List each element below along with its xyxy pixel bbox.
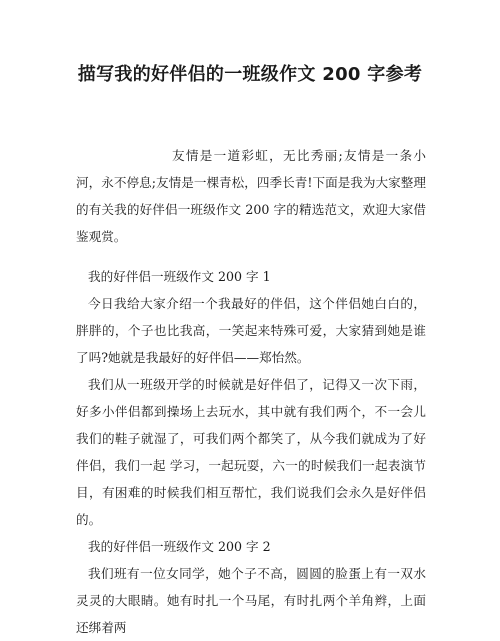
paragraph-2: 我们从一班级开学的时候就是好伴侣了，记得又一次下雨，好多小伴侣都到操场上去玩水，其中就有我们两个，不一会儿我们的鞋子就湿了，可我们两个都笑了，从今我们就成为了好伴侣，我们一起 学习，一起玩耍，六一的时候我们一起表演节目，有困难的时候我们相互帮忙，我们说我们会永久是好伴侣的。	[76, 377, 426, 527]
section-heading-1: 我的好伴侣一班级作文 200 字 1	[88, 269, 271, 284]
section-heading-2: 我的好伴侣一班级作文 200 字 2	[88, 539, 271, 554]
paragraph-3: 我们班有一位女同学，她个子不高，圆圆的脸蛋上有一双水灵灵的大眼睛。她有时扎一个马尾，有时扎两个羊角辫，上面还绑着两	[76, 566, 426, 635]
document-body	[76, 142, 426, 641]
document-title: 描写我的好伴侣的一班级作文 200 字参考	[77, 64, 423, 85]
paragraph-1: 今日我给大家介绍一个我最好的伴侣，这个伴侣她白白的，胖胖的，个子也比我高，一笑起来特殊可爱，大家猜到她是谁了吗?她就是我最好的好伴侣——郑怡然。	[76, 296, 426, 365]
intro-paragraph: 友情是一道彩虹，无比秀丽;友情是一条小河，永不停息;友情是一棵青松，四季长青!下面是我为大家整理的有关我的好伴侣一班级作文 200 字的精选范文，欢迎大家借鉴观赏。	[76, 148, 426, 244]
